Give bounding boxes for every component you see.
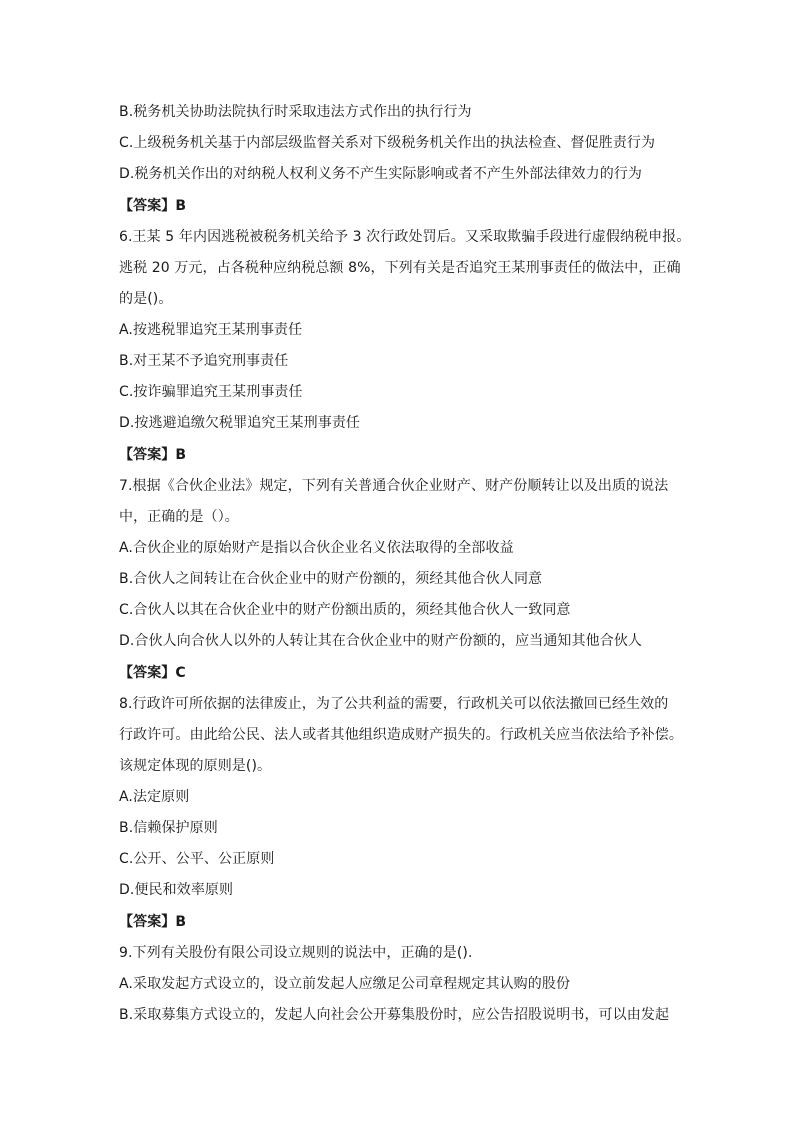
option-line: C.合伙人以其在合伙企业中的财产份额出质的，须经其他合伙人一致同意 [119, 602, 571, 618]
question-line: 6.王某 5 年内因逃税被税务机关给予 3 次行政处罚后。又采取欺骗手段进行虚假纳税申报。 [119, 229, 691, 245]
option-line: D.便民和效率原则 [119, 882, 234, 898]
option-line: C.公开、公平、公正原则 [119, 851, 275, 867]
option-line: D.合伙人向合伙人以外的人转让其在合伙企业中的财产份额的，应当通知其他合伙人 [119, 633, 643, 649]
answer-line: 【答案】B [119, 914, 187, 930]
question-line: 该规定体现的原则是()。 [119, 758, 272, 774]
question-line: 的是()。 [119, 291, 173, 307]
option-line: B.合伙人之间转让在合伙企业中的财产份额的，须经其他合伙人同意 [119, 571, 543, 587]
option-line: B.税务机关协助法院执行时采取违法方式作出的执行行为 [119, 104, 472, 120]
option-line: B.对王某不予追究刑事责任 [119, 353, 289, 369]
question-line: 7.根据《合伙企业法》规定，下列有关普通合伙企业财产、财产份顺转让以及出质的说法 [119, 478, 669, 494]
answer-line: 【答案】B [119, 198, 187, 214]
answer-line: 【答案】B [119, 447, 187, 463]
option-line: B.采取募集方式设立的，发起人向社会公开募集股份时，应公告招股说明书，可以由发起 [119, 1007, 670, 1023]
option-line: A.采取发起方式设立的，设立前发起人应缴足公司章程规定其认购的股份 [119, 976, 571, 992]
option-line: C.上级税务机关基于内部层级监督关系对下级税务机关作出的执法检查、督促胜责行为 [119, 135, 656, 151]
question-line: 逃税 20 万元，占各税种应纳税总额 8%，下列有关是否追究王某刑事责任的做法中，正确 [119, 260, 681, 276]
option-line: D.按逃避追缴欠税罪追究王某刑事责任 [119, 415, 361, 431]
option-line: A.按逃税罪追究王某刑事责任 [119, 322, 303, 338]
option-line: B.信赖保护原则 [119, 820, 218, 836]
question-line: 行政许可。由此给公民、法人或者其他组织造成财产损失的。行政机关应当依法给予补偿。 [119, 727, 683, 743]
option-line: A.合伙企业的原始财产是指以合伙企业名义依法取得的全部收益 [119, 540, 514, 556]
option-line: C.按诈骗罪追究王某刑事责任 [119, 384, 303, 400]
question-line: 9.下列有关股份有限公司设立规则的说法中，正确的是(). [119, 945, 473, 961]
question-line: 8.行政许可所依据的法律废止，为了公共利益的需要，行政机关可以依法撤回已经生效的 [119, 696, 669, 712]
option-line: A.法定原则 [119, 789, 190, 805]
answer-line: 【答案】C [119, 665, 186, 681]
question-line: 中，正确的是（）。 [119, 509, 239, 525]
option-line: D.税务机关作出的对纳税人权利义务不产生实际影响或者不产生外部法律效力的行为 [119, 166, 643, 182]
